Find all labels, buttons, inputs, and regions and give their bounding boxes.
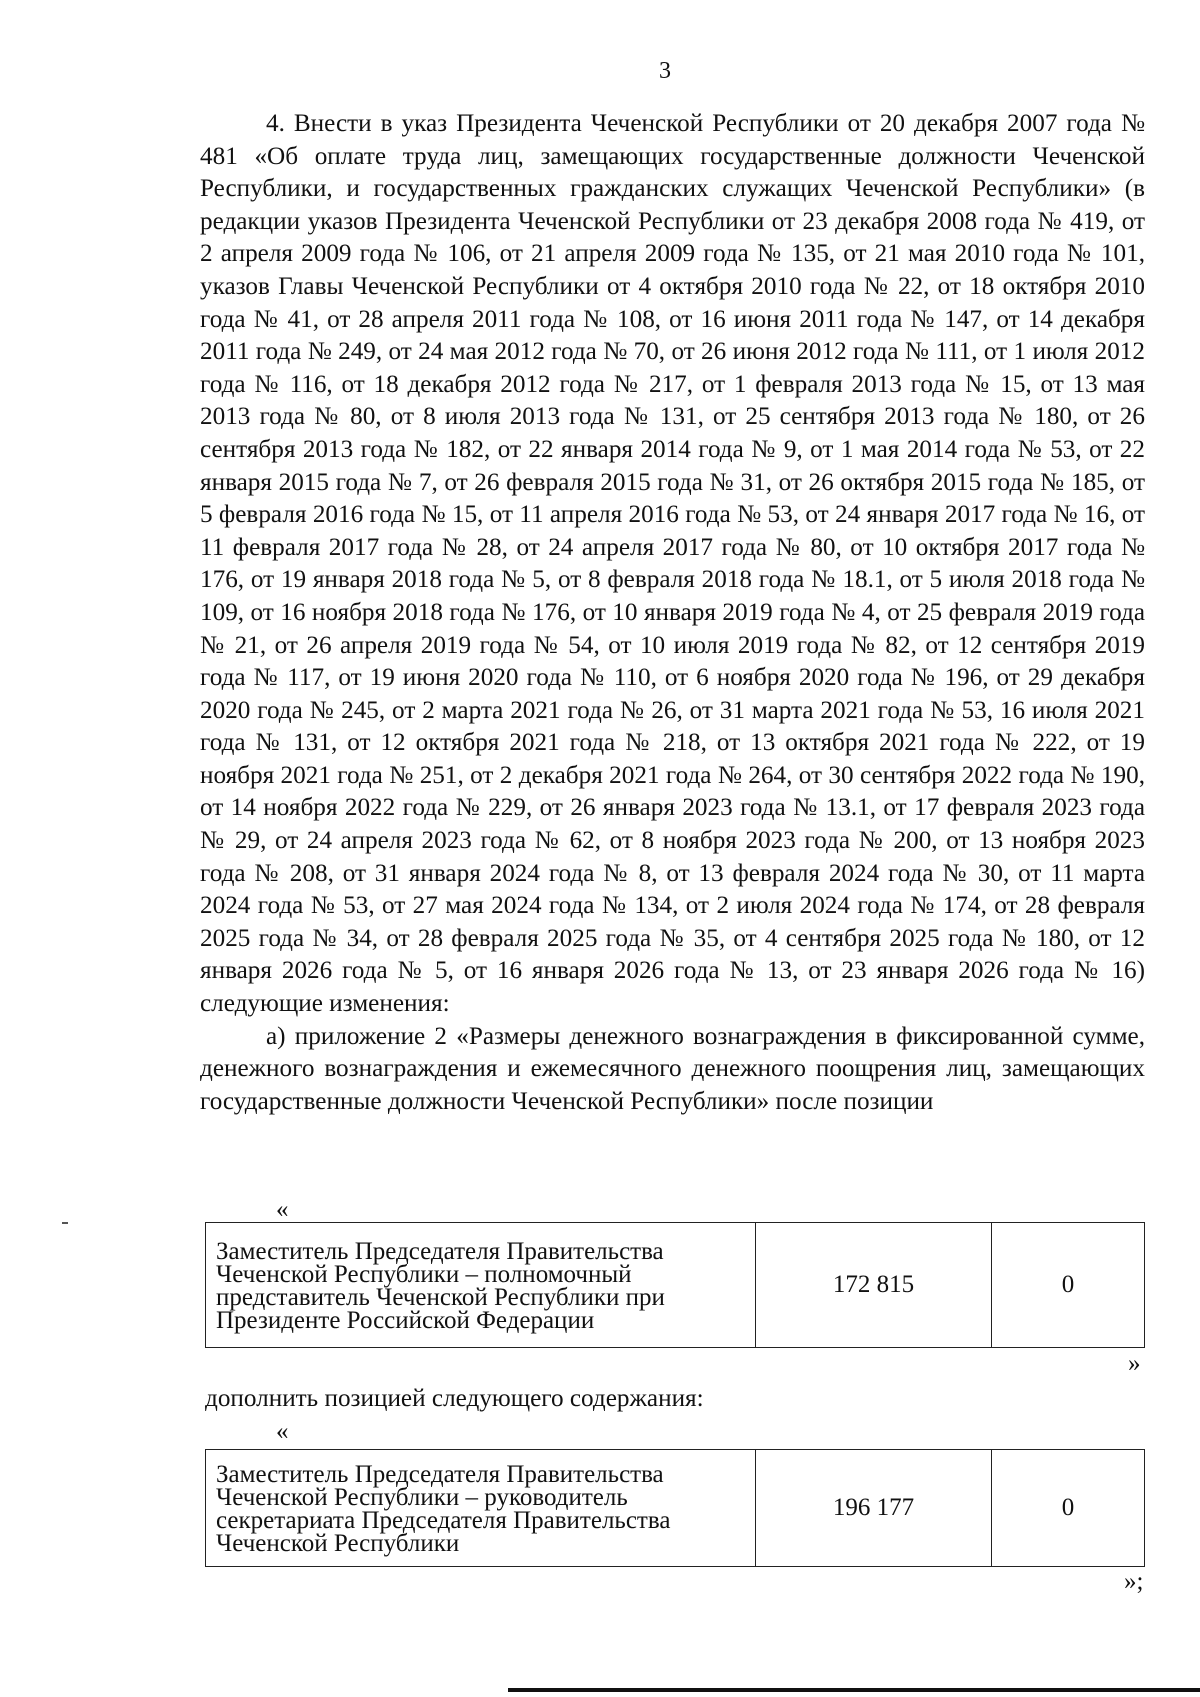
position-name: Заместитель Председателя Правительства Чеченской Республики – полномочный представитель Чеченской Республики при Президенте Российской Федерации [206, 1223, 756, 1348]
addition-intro: дополнить позицией следующего содержания: [205, 1385, 704, 1412]
table-row [206, 1450, 1145, 1567]
open-quote-1: « [276, 1196, 289, 1223]
paragraph-4: 4. Внести в указ Президента Чеченской Республики от 20 декабря 2007 года № 481 «Об оплате труда лиц, замещающих государственные должности Чеченской Республики, и государственных гражданских служащих Чеченской Республики» (в редакции указов Президента Чеченской Республики от 23 декабря 2008 года № 419, от 2 апреля 2009 года № 106, от 21 апреля 2009 года № 135, от 21 мая 2010 года № 101, указов Главы Чеченской Республики от 4 октября 2010 года № 22, от 18 октября 2010 года № 41, от 28 апреля 2011 года № 108, от 16 июня 2011 года № 147, от 14 декабря 2011 года № 249, от 24 мая 2012 года № 70, от 26 июня 2012 года № 111, от 1 июля 2012 года № 116, от 18 декабря 2012 года № 217, от 1 февраля 2013 года № 15, от 13 мая 2013 года № 80, от 8 июля 2013 года № 131, от 25 сентября 2013 года № 180, от 26 сентября 2013 года № 182, от 22 января 2014 года № 9, от 1 мая 2014 года № 53, от 22 января 2015 года № 7, от 26 февраля 2015 года № 31, от 26 октября 2015 года № 185, от 5 февраля 2016 года № 15, от 11 апреля 2016 года № 53, от 24 января 2017 года № 16, от 11 февраля 2017 года № 28, от 24 апреля 2017 года № 80, от 10 октября 2017 года № 176, от 19 января 2018 года № 5, от 8 февраля 2018 года № 18.1, от 5 июля 2018 года № 109, от 16 ноября 2018 года № 176, от 10 января 2019 года № 4, от 25 февраля 2019 года № 21, от 26 апреля 2019 года № 54, от 10 июля 2019 года № 82, от 12 сентября 2019 года № 117, от 19 июня 2020 года № 110, от 6 ноября 2020 года № 196, от 29 декабря 2020 года № 245, от 2 марта 2021 года № 26, от 31 марта 2021 года № 53, 16 июля 2021 года № 131, от 12 октября 2021 года № 218, от 13 октября 2021 года № 222, от 19 ноября 2021 года № 251, от 2 декабря 2021 года № 264, от 30 сентября 2022 года № 190, от 14 ноября 2022 года № 229, от 26 января 2023 года № 13.1, от 17 февраля 2023 года № 29, от 24 апреля 2023 года № 62, от 8 ноября 2023 года № 200, от 13 ноября 2023 года № 208, от 31 января 2024 года № 8, от 13 февраля 2024 года № 30, от 11 марта 2024 года № 53, от 27 мая 2024 года № 134, от 2 июля 2024 года № 174, от 28 февраля 2025 года № 34, от 28 февраля 2025 года № 35, от 4 сентября 2025 года № 180, от 12 января 2026 года № 5, от 16 января 2026 года № 13, от 23 января 2026 года № 16) следующие изменения: [200, 110, 1145, 1018]
scan-mark [62, 1222, 68, 1224]
body-text [200, 108, 1145, 1118]
new-position-table [205, 1449, 1145, 1567]
table-row [206, 1223, 1145, 1348]
open-quote-2: « [276, 1418, 289, 1445]
existing-position-table [205, 1222, 1145, 1348]
close-quote-1: » [1128, 1350, 1141, 1377]
position-extra: 0 [992, 1450, 1145, 1567]
position-extra: 0 [992, 1223, 1145, 1348]
close-quote-2: »; [1124, 1568, 1144, 1595]
bottom-scan-edge [508, 1688, 1200, 1692]
paragraph-a: а) приложение 2 «Размеры денежного вознаграждения в фиксированной сумме, денежного вознаграждения и ежемесячного денежного поощрения лиц, замещающих государственные должности Чеченской Республики» после позиции [200, 1022, 1145, 1115]
position-name: Заместитель Председателя Правительства Чеченской Республики – руководитель секретариата Председателя Правительства Чеченской Республики [206, 1450, 756, 1567]
position-amount: 196 177 [756, 1450, 992, 1567]
position-amount: 172 815 [756, 1223, 992, 1348]
page-number: 3 [659, 58, 671, 84]
